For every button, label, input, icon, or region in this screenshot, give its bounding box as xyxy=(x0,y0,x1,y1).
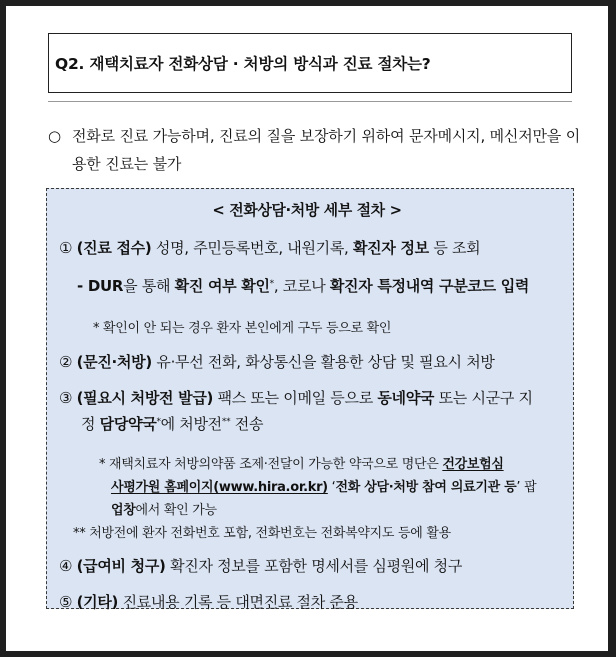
step-3-line-2 xyxy=(81,413,263,434)
step-3-heading: (필요시 처방전 발급) xyxy=(76,389,214,407)
note-text: * 재택치료자 처방의약품 조제·전달이 가능한 약국으로 명단은 xyxy=(99,457,443,472)
step-5-heading: (기타) xyxy=(76,593,119,611)
question-heading xyxy=(48,33,572,93)
designated-pharmacy-bold: 담당약국 xyxy=(99,415,157,433)
popup-window-bold: 업창 xyxy=(111,503,136,518)
note-quote-close: ’ 팝 xyxy=(516,480,537,495)
circle-bullet: ○ xyxy=(48,127,61,145)
step-2-text: 유·무선 전화, 화상통신을 활용한 상담 및 필요시 처방 xyxy=(151,353,495,371)
popup-name-bold: 전화 상담·처방 참여 의료기관 등 xyxy=(335,480,517,495)
step-1-number: ① xyxy=(59,239,73,257)
step-3-text: 팩스 또는 이메일 등으로 xyxy=(213,389,378,407)
document-page xyxy=(6,6,608,651)
dur-label: DUR xyxy=(87,277,124,295)
step-4 xyxy=(59,555,462,576)
step-2-number: ② xyxy=(59,353,73,371)
step-1-heading: (진료 접수) xyxy=(76,239,152,257)
step-3-note-1 xyxy=(99,453,504,472)
procedure-box xyxy=(46,188,574,609)
step-4-text: 확진자 정보를 포함한 명세서를 심평원에 청구 xyxy=(165,557,463,575)
divider xyxy=(48,101,572,102)
note-quote-open: ‘ xyxy=(327,480,336,495)
procedure-title: < 전화상담·처방 세부 절차 > xyxy=(212,201,402,219)
dash-prefix: - xyxy=(77,277,88,295)
step-1-text-end: 등 조회 xyxy=(428,239,481,257)
footnote-mark: * xyxy=(156,417,161,427)
intro-text: 전화로 진료 가능하며, 진료의 질을 보장하기 위하여 문자메시지, 메신저만을 이용한 진료는 불가 xyxy=(72,127,580,173)
step-3-note-1-line-2 xyxy=(111,476,536,495)
step-1 xyxy=(59,237,480,258)
confirm-bold: 확진 여부 확인 xyxy=(174,277,270,295)
note-text-end: 에서 확인 가능 xyxy=(135,503,217,518)
step-5-text: 진료내용 기록 등 대면진료 절차 준용 xyxy=(118,593,358,611)
step-1-note: * 확인이 안 되는 경우 환자 본인에게 구두 등으로 확인 xyxy=(93,321,392,336)
step-1-bold: 확진자 정보 xyxy=(352,239,429,257)
step-3-note-2: ** 처방전에 환자 전화번호 포함, 전화번호는 전화복약지도 등에 활용 xyxy=(73,526,451,541)
step-1-sub-text-2: , 코로나 xyxy=(273,277,330,295)
step-3-text-2: 또는 시군구 지 xyxy=(434,389,533,407)
step-3-text-5: 전송 xyxy=(230,415,264,433)
code-input-bold: 확진자 특정내역 구분코드 입력 xyxy=(329,277,530,295)
step-3 xyxy=(59,387,533,408)
hira-link-part-2: 사평가원 홈페이지(www.hira.or.kr) xyxy=(111,480,328,495)
step-2 xyxy=(59,351,495,372)
step-1-text: 성명, 주민등록번호, 내원기록, xyxy=(151,239,353,257)
step-3-note-1-line-3 xyxy=(111,499,217,518)
footnote-mark-2: ** xyxy=(221,417,231,427)
footnote-mark: * xyxy=(269,279,274,289)
step-4-number: ④ xyxy=(59,557,73,575)
step-5-number: ⑤ xyxy=(59,593,73,611)
step-1-sub xyxy=(77,275,529,296)
step-4-heading: (급여비 청구) xyxy=(76,557,166,575)
step-3-text-4: 에 처방전 xyxy=(160,415,222,433)
hira-link-part-1: 건강보험심 xyxy=(442,457,504,472)
question-text: Q2. 재택치료자 전화상담 · 처방의 방식과 진료 절차는? xyxy=(55,55,431,73)
step-5 xyxy=(59,591,358,612)
step-2-heading: (문진·처방) xyxy=(76,353,152,371)
step-3-text-3: 정 xyxy=(81,415,100,433)
step-3-number: ③ xyxy=(59,389,73,407)
local-pharmacy-bold: 동네약국 xyxy=(377,389,435,407)
step-1-sub-text: 을 통해 xyxy=(123,277,175,295)
